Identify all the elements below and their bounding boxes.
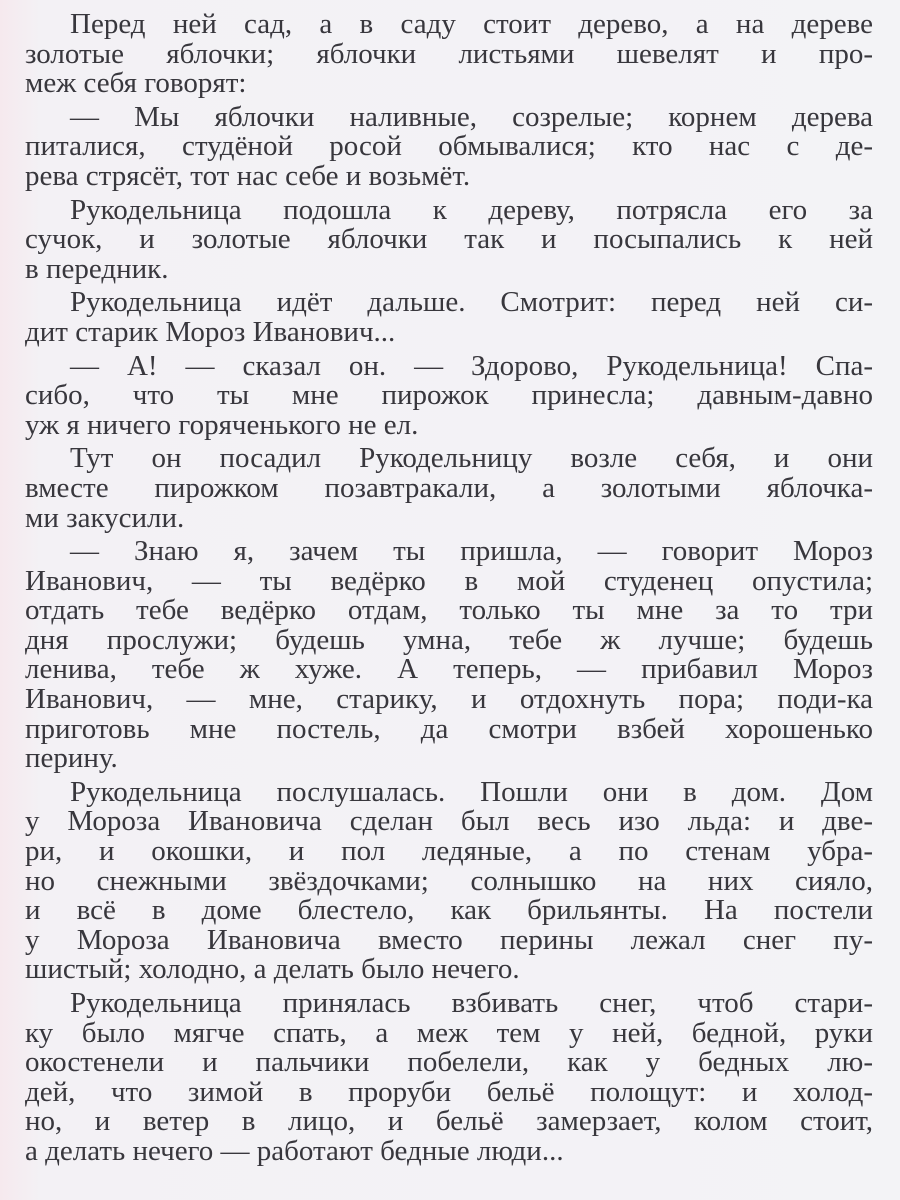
text-line: а делать нечего — работают бедные люди... [25, 1134, 564, 1167]
paragraph [25, 775, 873, 986]
text-line: ми закусили. [25, 501, 185, 534]
paragraph [25, 10, 873, 99]
text-line: рева стрясёт, тот нас себе и возьмёт. [25, 159, 471, 192]
text-line: золотые яблочки; яблочки листьями шевелят и про- [25, 37, 873, 70]
book-page-text [25, 10, 873, 1171]
text-line: шистый; холодно, а делать было нечего. [25, 953, 520, 986]
text-line: сибо, что ты мне пирожок принесла; давным-давно [25, 379, 873, 412]
text-line: Иванович, — мне, старику, и отдохнуть пора; поди-ка [25, 683, 873, 716]
paragraph [25, 100, 873, 192]
text-line: и всё в доме блестело, как брильянты. На постели [25, 894, 873, 927]
text-line: у Мороза Ивановича сделан был весь изо льда: и две- [25, 805, 873, 838]
text-line: Рукодельница подошла к дереву, потрясла его за [70, 193, 873, 226]
text-line: у Мороза Ивановича вместо перины лежал снег пу- [25, 923, 873, 956]
text-line: сучок, и золотые яблочки так и посыпались к ней [25, 223, 873, 256]
text-line: отдать тебе ведёрко отдам, только ты мне за то три [25, 594, 873, 627]
text-line: дей, что зимой в проруби бельё полощут: и холод- [25, 1075, 873, 1108]
text-line: Перед ней сад, а в саду стоит дерево, а на дереве [70, 8, 873, 40]
text-line: но снежными звёздочками; солнышко на них сияло, [25, 864, 873, 897]
paragraph [25, 537, 873, 774]
text-line: приготовь мне постель, да смотри взбей хорошенько [25, 712, 873, 745]
text-line: вместе пирожком позавтракали, а золотыми яблочка- [25, 471, 873, 504]
text-line: Рукодельница принялась взбивать снег, чтоб стари- [70, 987, 873, 1019]
text-line: в передник. [25, 252, 169, 285]
text-line: ленива, тебе ж хуже. А теперь, — прибавил Мороз [25, 653, 873, 686]
text-line: окостенели и пальчики побелели, как у бедных лю- [25, 1046, 873, 1079]
text-line: Тут он посадил Рукодельницу возле себя, и они [70, 442, 873, 475]
paragraph [25, 349, 873, 441]
text-line: Рукодельница идёт дальше. Смотрит: перед ней си- [70, 286, 873, 319]
paragraph [25, 444, 873, 533]
text-line: Иванович, — ты ведёрко в мой студенец опустила; [25, 564, 873, 597]
text-line: питалися, студёной росой обмывалися; кто нас с де- [25, 130, 873, 163]
text-line: Рукодельница послушалась. Пошли они в дом. Дом [70, 775, 873, 808]
text-line: но, и ветер в лицо, и бельё замерзает, колом стоит, [25, 1105, 873, 1138]
text-line: — Мы яблочки наливные, созрелые; корнем дерева [70, 100, 873, 133]
text-line: — А! — сказал он. — Здорово, Рукодельница! Спа- [70, 349, 873, 382]
text-line: уж я ничего горяченького не ел. [25, 408, 419, 441]
text-line: меж себя говорят: [25, 67, 247, 100]
text-line: перину. [25, 742, 118, 775]
paragraph [25, 193, 873, 285]
text-line: ку было мягче спать, а меж тем у ней, бедной, руки [25, 1016, 873, 1049]
text-line: дня прослужи; будешь умна, тебе ж лучше; будешь [25, 623, 873, 656]
paragraph [25, 288, 873, 347]
paragraph [25, 989, 873, 1167]
text-line: ри, и окошки, и пол ледяные, а по стенам убра- [25, 835, 873, 868]
text-line: — Знаю я, зачем ты пришла, — говорит Мороз [70, 535, 873, 568]
text-line: дит старик Мороз Иванович... [25, 315, 396, 348]
